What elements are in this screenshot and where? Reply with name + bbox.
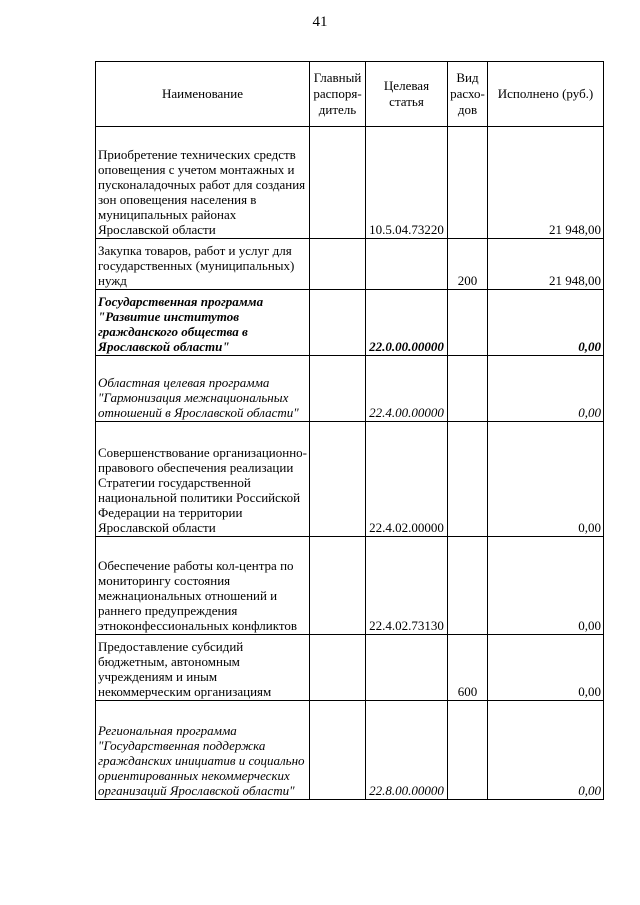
row-amount: 0,00 [488, 290, 604, 356]
row-manager [310, 239, 366, 290]
row-code [366, 239, 448, 290]
row-name: Обеспечение работы кол-центра по мониторингу состояния межнациональных отношений и раннего предупреждения этноконфессиональных конфликтов [96, 537, 310, 635]
row-amount: 0,00 [488, 356, 604, 422]
row-manager [310, 635, 366, 701]
row-type [448, 701, 488, 800]
table-row [96, 635, 604, 701]
row-name: Государственная программа "Развитие институтов гражданского общества в Ярославской области" [96, 290, 310, 356]
column-header-executed: Исполнено (руб.) [488, 62, 604, 127]
row-code: 10.5.04.73220 [366, 127, 448, 239]
row-name: Совершенствование организационно-правового обеспечения реализации Стратегии государственной национальной политики Российской Федерации на территории Ярославской области [96, 422, 310, 537]
table-header-row [96, 62, 604, 127]
table-row [96, 127, 604, 239]
budget-table [95, 61, 604, 800]
table-row [96, 356, 604, 422]
row-type [448, 290, 488, 356]
row-type [448, 127, 488, 239]
row-name: Областная целевая программа "Гармонизация межнациональных отношений в Ярославской области" [96, 356, 310, 422]
row-manager [310, 422, 366, 537]
row-code: 22.0.00.00000 [366, 290, 448, 356]
table-row [96, 422, 604, 537]
table-row [96, 701, 604, 800]
row-name: Предоставление субсидий бюджетным, автономным учреждениям и иным некоммерческим организациям [96, 635, 310, 701]
row-amount: 21 948,00 [488, 127, 604, 239]
row-code [366, 635, 448, 701]
row-code: 22.4.02.73130 [366, 537, 448, 635]
row-manager [310, 127, 366, 239]
column-header-name: Наименование [96, 62, 310, 127]
page-number: 41 [312, 14, 328, 30]
row-type [448, 537, 488, 635]
row-name: Закупка товаров, работ и услуг для государственных (муниципальных) нужд [96, 239, 310, 290]
row-type [448, 422, 488, 537]
row-name: Региональная программа "Государственная поддержка гражданских инициатив и социально ориентированных некоммерческих организаций Ярославской области" [96, 701, 310, 800]
row-type: 200 [448, 239, 488, 290]
row-manager [310, 537, 366, 635]
row-manager [310, 356, 366, 422]
row-manager [310, 701, 366, 800]
row-amount: 0,00 [488, 422, 604, 537]
row-amount: 0,00 [488, 537, 604, 635]
row-type: 600 [448, 635, 488, 701]
row-code: 22.8.00.00000 [366, 701, 448, 800]
row-code: 22.4.00.00000 [366, 356, 448, 422]
table-row [96, 537, 604, 635]
table-row [96, 290, 604, 356]
row-amount: 0,00 [488, 635, 604, 701]
row-code: 22.4.02.00000 [366, 422, 448, 537]
column-header-manager: Главный распоря-дитель [310, 62, 366, 127]
row-name: Приобретение технических средств оповещения с учетом монтажных и пусконаладочных работ для создания зон оповещения населения в муниципальных районах Ярославской области [96, 127, 310, 239]
row-type [448, 356, 488, 422]
column-header-article: Целевая статья [366, 62, 448, 127]
column-header-expense-type: Вид расхо-дов [448, 62, 488, 127]
row-amount: 21 948,00 [488, 239, 604, 290]
table-row [96, 239, 604, 290]
row-manager [310, 290, 366, 356]
row-amount: 0,00 [488, 701, 604, 800]
